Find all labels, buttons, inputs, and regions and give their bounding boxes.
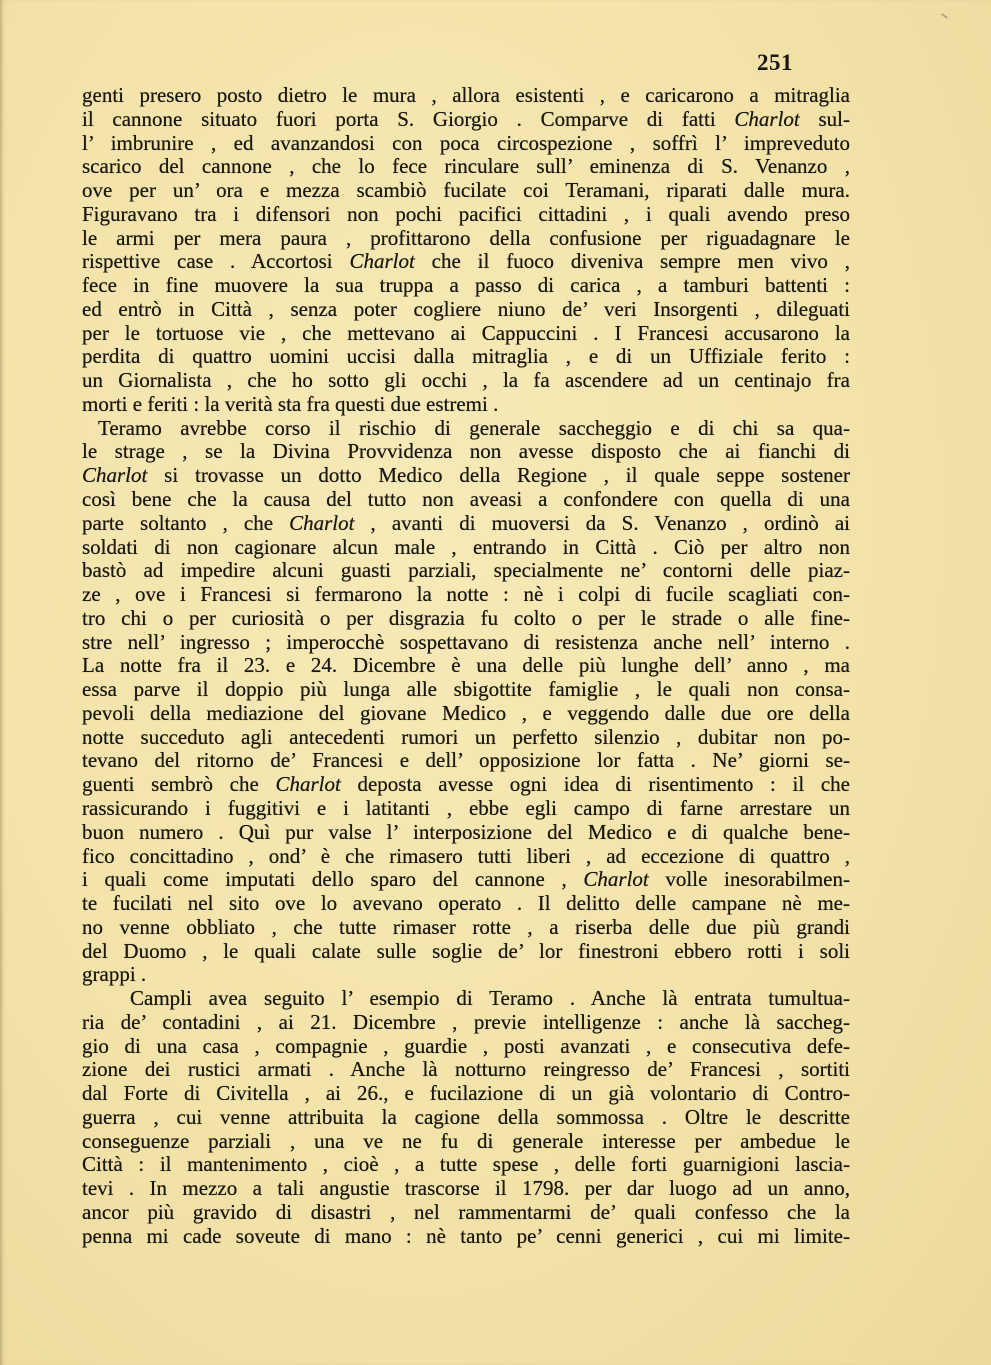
text-line [82,607,850,631]
text-line [82,821,850,845]
text-run: La notte fra il 23. e 24. Dicembre è una delle più lunghe dell’ anno , ma [82,653,850,678]
text-run: buon numero . Quì pur valse l’ interposizione del Medico e di qualche bene- [82,819,850,844]
text-run: penna mi cade soveute di mano : nè tanto pe’ cenni generici , cui mi limite- [82,1223,850,1248]
text-line [82,250,850,274]
scan-mark [941,13,948,19]
text-run: scarico del cannone , che lo fece rinculare sull’ eminenza di S. Venanzo , [82,154,850,179]
text-run: Figuravano tra i difensori non pochi pacifici cittadini , i quali avendo preso [82,201,850,226]
text-run: del Duomo , le quali calate sulle soglie de’ lor finestroni ebbero rotti i soli [82,938,850,963]
text-body [82,84,850,1249]
paragraph [82,987,850,1248]
text-line [82,84,850,108]
text-line [82,512,850,536]
text-run: Città : il mantenimento , cioè , a tutte spese , delle forti guarnigioni lascia- [82,1152,850,1177]
text-run: grappi . [82,962,147,987]
text-run: ove per un’ ora e mezza scambiò fucilate coi Teramani, riparati dalle mura. [82,178,850,203]
text-line [82,108,850,132]
text-line [82,987,850,1011]
italic-name: Charlot [82,463,148,488]
text-line [82,940,850,964]
text-run: le strage , se la Divina Provvidenza non avesse disposto che ai fianchi di [82,439,850,464]
text-line [82,298,850,322]
text-run: conseguenze parziali , una ve ne fu di generale interesse per ambedue le [82,1128,850,1153]
text-run: i quali come imputati dello sparo del cannone , [82,867,584,892]
italic-name: Charlot [289,510,355,535]
text-run: essa parve il doppio più lunga alle sbigottite famiglie , le quali non consa- [82,677,850,702]
text-line [82,963,850,987]
text-line [82,1225,850,1249]
page-number: 251 [757,50,793,75]
text-line [82,1201,850,1225]
text-run: tevano del ritorno de’ Francesi e dell’ opposizione lor fatta . Ne’ giorni se- [82,748,850,773]
text-line [82,654,850,678]
text-run: l’ imbrunire , ed avanzandosi con poca circospezione , soffrì l’ impreveduto [82,130,850,155]
text-run: le armi per mera paura , profittarono della confusione per riguadagnare le [82,225,850,250]
text-run: ed entrò in Città , senza poter cogliere niuno de’ veri Insorgenti , dileguati [82,296,850,321]
text-run: , avanti di muoversi da S. Venanzo , ordinò ai [354,510,850,535]
text-line [82,749,850,773]
text-run: te fucilati nel sito ove lo avevano operato . Il delitto delle campane nè me- [82,891,850,916]
text-line [82,1130,850,1154]
text-run: che il fuoco diveniva sempre men vivo , [414,249,850,274]
text-run: morti e feriti : la verità sta fra questi due estremi . [82,391,499,416]
text-run: gio di una casa , compagnie , guardie , posti avanzati , e consecutiva defe- [82,1033,850,1058]
text-run: rassicurando i fuggitivi e i latitanti , ebbe egli campo di farne arrestare un [82,795,850,820]
text-line [82,274,850,298]
text-line [82,203,850,227]
text-line [82,1106,850,1130]
italic-name: Charlot [275,772,341,797]
text-line [82,892,850,916]
text-line [82,464,850,488]
text-line [82,583,850,607]
text-run: Teramo avrebbe corso il rischio di generale saccheggio e di chi sa qua- [98,415,850,440]
text-run: ancor più gravido di disastri , nel rammentarmi de’ quali confesso che la [82,1199,850,1224]
text-line [82,393,850,417]
text-run: si trovasse un dotto Medico della Regione , il quale seppe sostener [147,463,850,488]
text-line [82,726,850,750]
text-line [82,322,850,346]
text-line [82,559,850,583]
text-line [82,132,850,156]
text-line [82,1177,850,1201]
text-line [82,488,850,512]
text-run: tevi . In mezzo a tali angustie trascorse il 1798. per dar luogo ad un anno, [82,1176,850,1201]
text-run: un Giornalista , che ho sotto gli occhi , la fa ascendere ad un centinajo fra [82,368,850,393]
text-line [82,536,850,560]
text-run: guenti sembrò che [82,772,276,797]
text-line [82,702,850,726]
text-run: per le tortuose vie , che mettevano ai Cappuccini . I Francesi accusarono la [82,320,850,345]
text-run: fece in fine muovere la sua truppa a passo di carica , a tamburi battenti : [82,273,850,298]
text-line [82,417,850,441]
text-run: no venne obbliato , che tutte rimaser rotte , a riserba delle due più grandi [82,914,850,939]
text-run: stre nell’ ingresso ; imperocchè sospettavano di resistenza anche nell’ interno . [82,629,850,654]
text-run: ze , ove i Francesi si fermarono la notte : nè i colpi di fucile scagliati con- [82,582,850,607]
text-line [82,797,850,821]
italic-name: Charlot [583,867,649,892]
text-line [82,1035,850,1059]
text-line [82,155,850,179]
text-run: sul- [799,106,850,131]
text-line [82,773,850,797]
text-line [82,227,850,251]
text-line [82,345,850,369]
text-run: tro chi o per curiosità o per disgrazia fu colto o per le strade o alle fine- [82,605,850,630]
text-run: guerra , cui venne attribuita la cagione della sommossa . Oltre le descritte [82,1104,850,1129]
text-line [82,179,850,203]
text-run: dal Forte di Civitella , ai 26., e fucilazione di un già volontario di Contro- [82,1081,850,1106]
text-line [82,440,850,464]
text-line [82,1058,850,1082]
text-run: soldati di non cagionare alcun male , entrando in Città . Ciò per altro non [82,534,850,559]
text-run: genti presero posto dietro le mura , allora esistenti , e caricarono a mitraglia [82,83,850,107]
text-run: parte soltanto , che [82,510,290,535]
text-run: Campli avea seguito l’ esempio di Teramo . Anche là entrata tumultua- [130,986,850,1011]
italic-name: Charlot [349,249,415,274]
text-line [82,369,850,393]
text-run: fico concittadino , ond’ è che rimasero tutti liberi , ad eccezione di quattro , [82,843,850,868]
italic-name: Charlot [734,106,800,131]
text-run: volle inesorabilmen- [648,867,850,892]
text-run: notte succeduto agli antecedenti rumori un perfetto silenzio , dubitar non po- [82,724,850,749]
text-line [82,845,850,869]
text-line [82,1082,850,1106]
paragraph [82,417,850,987]
text-line [82,1011,850,1035]
text-line [82,868,850,892]
text-run: pevoli della mediazione del giovane Medico , e veggendo dalle due ore della [82,700,850,725]
text-run: ria de’ contadini , ai 21. Dicembre , previe intelligenze : anche là saccheg- [82,1009,850,1034]
text-run: deposta avesse ogni idea di risentimento : il che [340,772,851,797]
text-run: rispettive case . Accortosi [82,249,350,274]
text-line [82,1153,850,1177]
text-run: perdita di quattro uomini uccisi dalla mitraglia , e di un Uffiziale ferito : [82,344,850,369]
text-run: così bene che la causa del tutto non aveasi a confondere con quella di una [82,487,850,512]
paragraph [82,84,850,417]
text-run: bastò ad impedire alcuni guasti parziali, specialmente ne’ contorni delle piaz- [82,558,850,583]
text-line [82,678,850,702]
text-line [82,631,850,655]
text-run: zione dei rustici armati . Anche là notturno reingresso de’ Francesi , sortiti [82,1057,850,1082]
text-line [82,916,850,940]
text-run: il cannone situato fuori porta S. Giorgio . Comparve di fatti [82,106,735,131]
